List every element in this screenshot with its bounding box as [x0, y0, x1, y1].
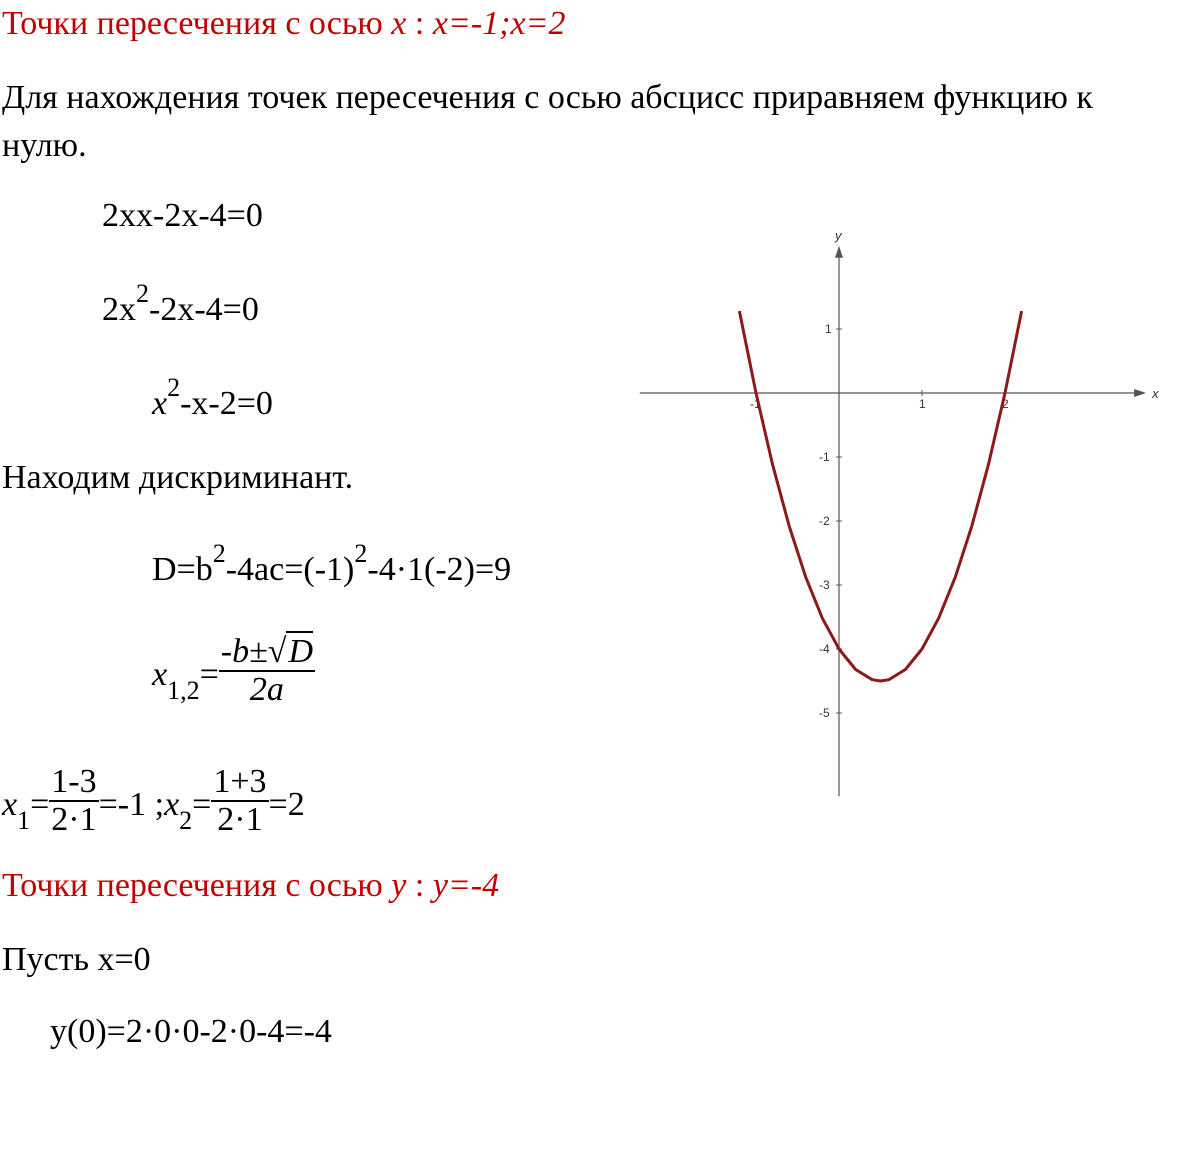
discriminant-formula [152, 539, 512, 592]
heading-y-var: y [391, 867, 407, 904]
heading-x-var: x [391, 5, 407, 42]
root-1-sub: 1 [17, 805, 31, 835]
root-2-sub: 2 [179, 805, 193, 835]
y-axis-label: y [835, 227, 842, 243]
x-tick-label: 1 [919, 397, 926, 411]
disc-part-a: D=b [152, 551, 213, 588]
y-tick-label: -4 [819, 642, 830, 656]
discriminant-label: Находим дискриминант. [2, 459, 354, 496]
intro-line-1: Для нахождения точек пересечения с осью абсцисс приравняем функцию к [2, 79, 1093, 116]
equation-1: 2xx-2x-4=0 [102, 197, 263, 234]
x-axis-arrow-icon [1134, 389, 1146, 397]
heading-y-result: y=-4 [432, 867, 500, 904]
heading-x-text: Точки пересечения с осью [2, 5, 392, 42]
equation-3-b: -x-2=0 [180, 385, 273, 422]
equation-2-b: -2x-4=0 [149, 291, 259, 328]
equation-3-exp: 2 [167, 373, 181, 402]
roots-lhs: x [152, 655, 168, 693]
disc-part-b: -4ac=(-1) [225, 551, 355, 588]
x-tick-label: -1 [750, 397, 761, 411]
heading-y-intersection [2, 866, 499, 906]
y-axis-arrow-icon [835, 246, 843, 258]
heading-y-text: Точки пересечения с осью [2, 867, 392, 904]
root-1-den: 2·1 [51, 801, 97, 838]
y-tick-label: -1 [819, 450, 830, 464]
root-2-den: 2·1 [217, 801, 263, 838]
heading-x-intersections [2, 4, 566, 44]
y-tick-label: -2 [819, 514, 830, 528]
root-2-value: =2 [268, 785, 305, 823]
roots-lhs-sub: 1,2 [167, 675, 200, 705]
disc-exp-2: 2 [354, 539, 368, 568]
x-tick-label: 2 [1002, 397, 1009, 411]
roots-denominator: 2a [249, 671, 284, 708]
equation-2-exp: 2 [136, 279, 149, 308]
root-1-num: 1-3 [51, 763, 97, 800]
heading-x-result: x=-1;x=2 [432, 5, 566, 42]
equation-2 [102, 279, 259, 332]
root-1-value: =-1 ; [98, 785, 165, 823]
graph-axes [640, 228, 1159, 796]
roots-num-sqrt: D [288, 633, 313, 670]
roots-numerator: -b±√D [220, 633, 313, 670]
roots-values [2, 763, 305, 844]
y-at-zero: y(0)=2·0·0-2·0-4=-4 [50, 1013, 332, 1050]
let-x-zero: Пусть x=0 [2, 941, 151, 978]
roots-fraction [219, 634, 315, 708]
y-tick-label: -3 [819, 578, 830, 592]
y-tick-label: 1 [825, 322, 832, 336]
parabola-graph [630, 227, 1190, 816]
root-2-num: 1+3 [213, 763, 267, 800]
equation-3-a: x [152, 385, 168, 422]
root-2-var: x [164, 785, 180, 823]
disc-part-c: -4·1(-2)=9 [367, 551, 512, 588]
root-2-eq: = [192, 785, 212, 823]
y-tick-label: -5 [819, 706, 830, 720]
equation-3 [152, 373, 273, 426]
root-2-fraction [211, 764, 268, 838]
heading-y-colon: : [406, 867, 433, 904]
roots-num-a: -b± [220, 633, 268, 670]
heading-x-colon: : [406, 5, 433, 42]
intro-line-2: нулю. [2, 127, 87, 164]
root-1-fraction [49, 764, 98, 838]
roots-eq: = [199, 655, 219, 693]
root-1-var: x [2, 785, 18, 823]
equation-2-a: 2x [102, 291, 136, 328]
parabola-curve [739, 311, 1021, 681]
x-axis-label: x [1152, 386, 1159, 401]
roots-formula [152, 633, 315, 714]
root-1-eq: = [30, 785, 50, 823]
disc-exp-1: 2 [212, 539, 226, 568]
